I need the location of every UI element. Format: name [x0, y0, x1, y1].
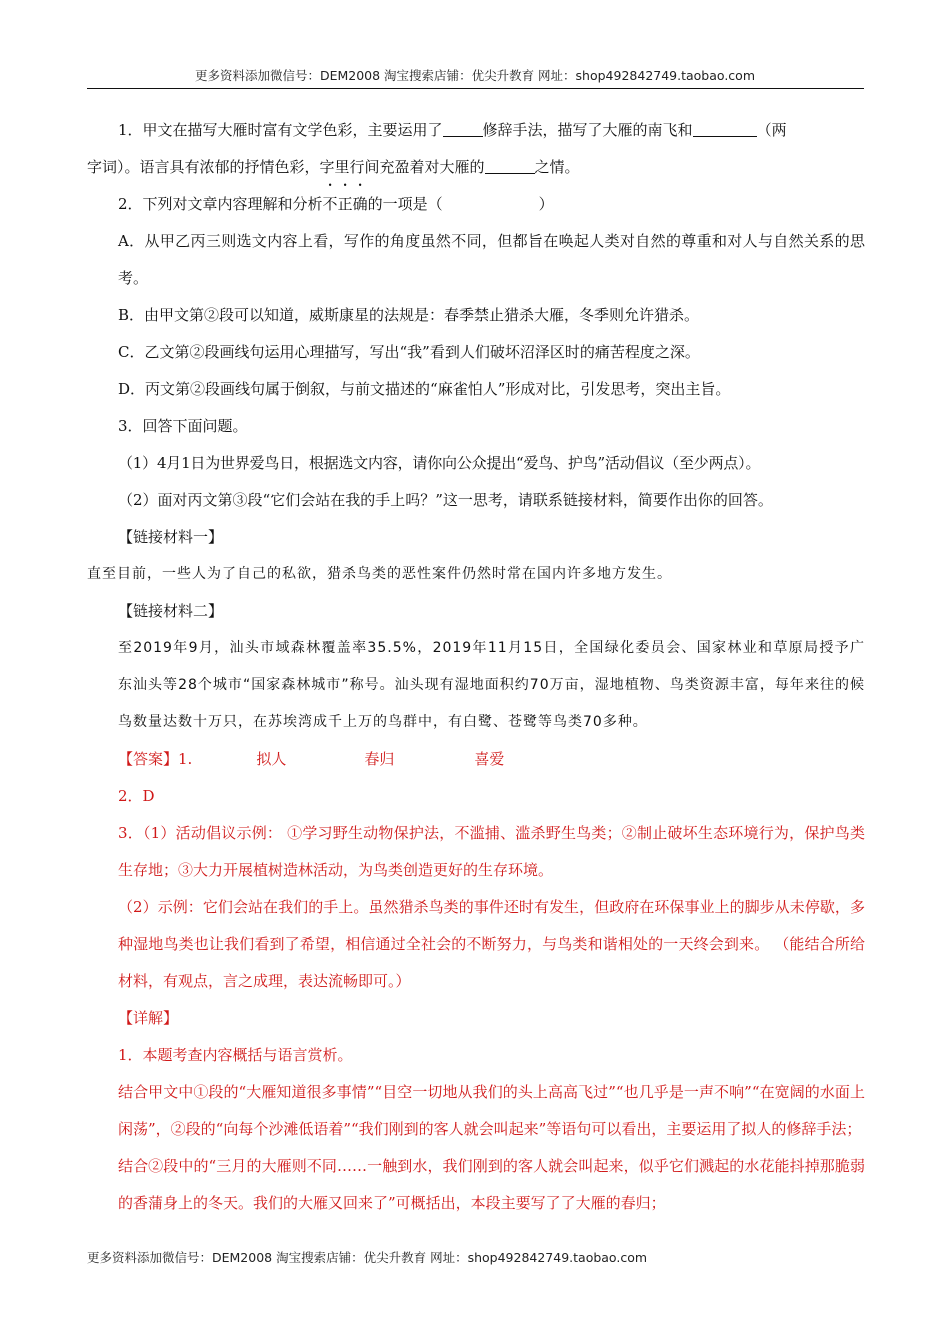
option-b: B．由甲文第②段可以知道，威斯康星的法规是：春季禁止猎杀大雁，冬季则允许猎杀。	[118, 306, 700, 324]
q2-emphasis-char-2: 正	[337, 195, 353, 213]
q1-text-a: 1．甲文在描写大雁时富有文学色彩，主要运用了	[118, 121, 443, 139]
q2-text-a: 2．下列对文章内容理解和分析	[118, 195, 323, 213]
q1-blank-2	[693, 120, 757, 137]
q1-blank-3	[485, 157, 535, 174]
answer-2: 2．D	[118, 787, 155, 805]
answer-line-1	[87, 741, 865, 778]
question-3-sub-1: （1）4月1日为世界爱鸟日，根据选文内容，请你向公众提出“爱鸟、护鸟”活动倡议（至少两点）。	[118, 454, 761, 472]
question-3-sub-2: （2）面对丙文第③段“它们会站在我的手上吗？”这一思考，请联系链接材料，简要作出你的回答。	[118, 491, 773, 509]
q2-text-c: ）	[538, 195, 554, 213]
material-1-text: 直至目前，一些人为了自己的私欲，猎杀鸟类的恶性案件仍然时常在国内许多地方发生。	[87, 566, 672, 582]
question-2-stem	[87, 186, 865, 223]
option-d: D．丙文第②段画线句属于倒叙，与前文描述的“麻雀怕人”形成对比，引发思考，突出主旨。	[118, 380, 731, 398]
answer-1-blank-1: 拟人	[256, 750, 287, 768]
question-1-line-2	[87, 149, 865, 186]
page-header: 更多资料添加微信号：DEM2008 淘宝搜索店铺：优尖升教育 网址：shop492842749.taobao.com	[194, 68, 756, 83]
answer-3-2: （2）示例：它们会站在我们的手上。虽然猎杀鸟类的事件还时有发生，但政府在环保事业上的脚步从未停歇，多种湿地鸟类也让我们看到了希望，相信通过全社会的不断努力，与鸟类和谐相处的一天终会到来。 （能结合所给材料，有观点，言之成理，表达流畅即可。）	[118, 898, 865, 990]
detail-2: 结合甲文中①段的“大雁知道很多事情”“目空一切地从我们的头上高高飞过”“也几乎是一声不响”“在宽阔的水面上闲荡”，②段的“向每个沙滩低语着”“我们刚到的客人就会叫起来”等语句可以看出，主要运用了拟人的修辞手法；	[118, 1083, 865, 1138]
detail-label: 【详解】	[118, 1009, 179, 1027]
q1-text-e: 之情。	[534, 158, 580, 176]
material-2-text: 至2019年9月，汕头市域森林覆盖率35.5%，2019年11月15日，全国绿化委员会、国家林业和草原局授予广东汕头等28个城市“国家森林城市”称号。汕头现有湿地面积约70万亩，湿地植物、鸟类资源丰富，每年来往的候鸟数量达数十万只，在苏埃湾成千上万的鸟群中，有白鹭、苍鹭等鸟类70多种。	[118, 640, 865, 730]
material-2-title: 【链接材料二】	[118, 602, 224, 620]
detail-3: 结合②段中的“三月的大雁则不同……一触到水，我们刚到的客人就会叫起来，似乎它们溅起的水花能抖掉那脆弱的香蒲身上的冬天。我们的大雁又回来了”可概括出，本段主要写了了大雁的春归；	[118, 1157, 865, 1212]
q2-emphasis-char-1: 不	[322, 195, 338, 213]
answer-1-blank-2: 春归	[364, 750, 395, 768]
header-divider	[87, 88, 864, 89]
option-c: C．乙文第②段画线句运用心理描写，写出“我”看到人们破坏沼泽区时的痛苦程度之深。	[118, 343, 700, 361]
q1-blank-1	[443, 120, 483, 137]
q2-emphasis-char-3: 确	[352, 195, 368, 213]
material-1-title: 【链接材料一】	[118, 528, 224, 546]
document-body	[87, 112, 865, 1222]
option-a: A．从甲乙丙三则选文内容上看，写作的角度虽然不同，但都旨在唤起人类对自然的尊重和对人与自然关系的思考。	[118, 232, 865, 287]
answer-1-blank-3: 喜爱	[474, 750, 505, 768]
answer-3-1: 3．（1）活动倡议示例： ①学习野生动物保护法，不滥捕、滥杀野生鸟类；②制止破坏生态环境行为，保护鸟类生存地；③大力开展植树造林活动，为鸟类创造更好的生存环境。	[118, 824, 865, 879]
q1-text-c: （两	[756, 121, 787, 139]
page-footer: 更多资料添加微信号：DEM2008 淘宝搜索店铺：优尖升教育 网址：shop492842749.taobao.com	[87, 1250, 648, 1265]
detail-1: 1．本题考查内容概括与语言赏析。	[118, 1046, 353, 1064]
q2-text-b: 的一项是（	[367, 195, 443, 213]
answer-label: 【答案】1.	[118, 750, 193, 768]
q1-text-d: 字词）。语言具有浓郁的抒情色彩，字里行间充盈着对大雁的	[87, 158, 485, 176]
q1-text-b: 修辞手法，描写了大雁的南飞和	[482, 121, 693, 139]
question-3-title: 3．回答下面问题。	[118, 417, 248, 435]
question-1-line-1	[87, 112, 865, 149]
